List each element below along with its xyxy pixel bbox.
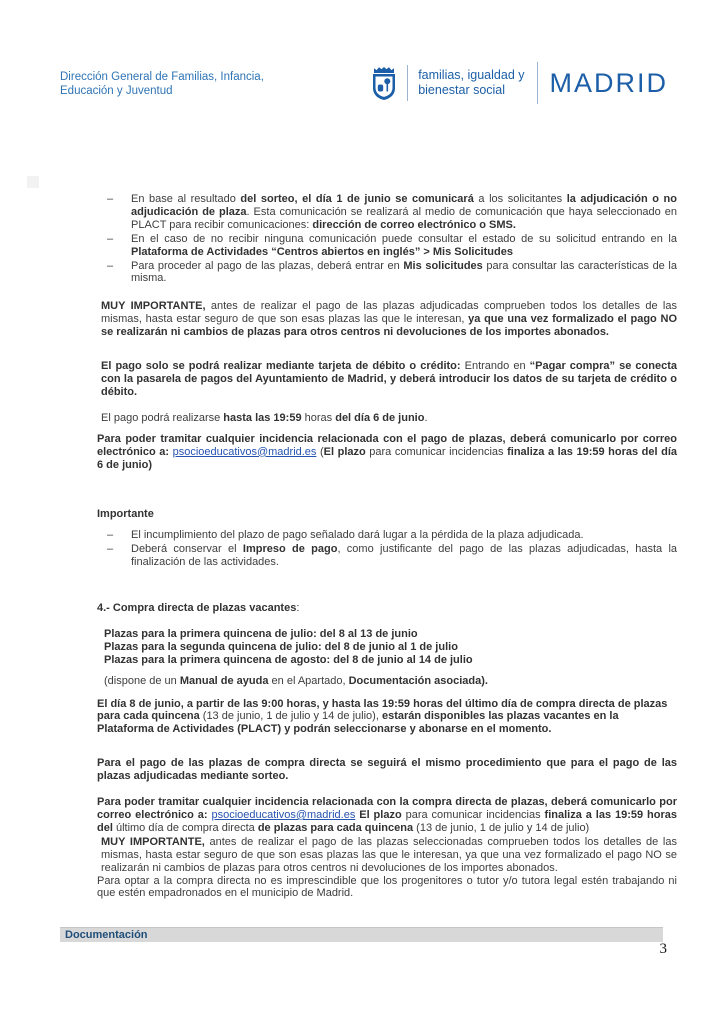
logo-divider — [407, 65, 408, 101]
logo-department — [418, 68, 524, 98]
org-line-2: Educación y Juventud — [60, 85, 173, 97]
documentacion-bar — [60, 927, 663, 942]
bullet-text: En el caso de no recibir ninguna comunicación puede consultar el estado de su solicitud entrando en la Plataforma de Actividades “Centros abiertos en inglés” > Mis Solicitudes — [131, 232, 677, 258]
org-name — [60, 70, 264, 98]
muy-importante-sorteo: MUY IMPORTANTE, antes de realizar el pago de las plazas adjudicadas comprueben todos los detalles de las mismas, hasta estar seguro de que son esas plazas las que le interesan, ya que una vez formalizado el pago NO se realizarán ni cambios de plazas para otros centros ni devoluciones de los importes abonados. — [101, 300, 678, 339]
bullet-item — [97, 529, 677, 542]
pago-compra-directa: Para el pago de las plazas de compra directa se seguirá el mismo procedimiento que para el pago de las plazas adjudicadas mediante sorteo. — [97, 757, 677, 783]
text-line: Plazas para la segunda quincena de julio: del 8 de junio al 1 de julio — [104, 640, 458, 653]
bullet-dash-icon: – — [107, 529, 114, 542]
section-4-heading: 4.- Compra directa de plazas vacantes: — [97, 602, 300, 615]
incidencias-pago: Para poder tramitar cualquier incidencia relacionada con el pago de plazas, deberá comunicarlo por correo electrónico a: psocioeducativos@madrid.es (El plazo para comunicar incidencias finaliza a las 19:59 horas del día 6 de junio) — [97, 432, 677, 471]
madrid-shield-icon — [371, 64, 397, 102]
email-link[interactable]: psocioeducativos@madrid.es — [172, 445, 317, 458]
bullet-item — [97, 260, 677, 286]
bullet-text: Deberá conservar el Impreso de pago, como justificante del pago de las plazas adjudicadas, hasta la finalización de las actividades. — [131, 543, 678, 569]
para-optar: Para optar a la compra directa no es imprescindible que los progenitores o tutor y/o tutora legal estén trabajando ni que estén empadronados en el municipio de Madrid. — [97, 874, 677, 900]
logo-department-line-1: familias, igualdad y — [418, 68, 525, 82]
manual-ayuda: (dispone de un Manual de ayuda en el Apartado, Documentación asociada). — [104, 674, 488, 687]
muy-importante-compra-directa: MUY IMPORTANTE, antes de realizar el pago de las plazas seleccionadas comprueben todos los detalles de las mismas, hasta estar seguro de que son esas plazas las que le interesan, ya que una vez formalizado el pago NO se realizarán ni cambios de plazas para otros centros ni devoluciones de los importes abonados. — [101, 835, 677, 874]
bullet-text: El incumplimiento del plazo de pago señalado dará lugar a la pérdida de la plaza adjudicada. — [131, 529, 584, 542]
org-line-1: Dirección General de Familias, Infancia, — [60, 71, 264, 83]
bullet-text: Para proceder al pago de las plazas, deberá entrar en Mis solicitudes para consultar las características de la misma. — [131, 259, 677, 285]
bullet-item — [97, 543, 677, 569]
logo-department-line-2: bienestar social — [418, 83, 506, 97]
bullet-dash-icon: – — [107, 193, 114, 205]
bullet-text: En base al resultado del sorteo, el día 1 de junio se comunicará a los solicitantes la adjudicación o no adjudicación de plaza. Esta comunicación se realizará al medio de comunicación que haya seleccionado en PLACT para recibir comunicaciones: dirección de correo electrónico o SMS. — [131, 193, 677, 231]
plazos-compra-directa — [97, 628, 677, 667]
pago-tarjeta: El pago solo se podrá realizar mediante tarjeta de débito o crédito: Entrando en “Pagar compra” se conecta con la pasarela de pagos del Ayuntamiento de Madrid, y deberá introducir los datos de su tarjeta de crédito o débito. — [101, 360, 677, 398]
pago-plazo: El pago podrá realizarse hasta las 19:59 horas del día 6 de junio. — [101, 411, 428, 424]
dia-8-junio: El día 8 de junio, a partir de las 9:00 horas, y hasta las 19:59 horas del último día de compra directa de plazas para cada quincena (13 de junio, 1 de julio y 14 de julio), estarán disponibles las plazas vacantes en la Plataforma de Actividades (PLACT) y podrán seleccionarse y abonarse en el momento. — [97, 697, 668, 736]
page-header — [60, 70, 668, 104]
tree-glyph — [384, 78, 390, 84]
scan-artifact-square — [27, 176, 39, 188]
documentacion-label: Documentación — [65, 929, 148, 941]
bear-glyph — [378, 85, 383, 92]
importante-heading: Importante — [97, 508, 154, 521]
bullet-dash-icon: – — [107, 543, 114, 556]
text-line: Plazas para la primera quincena de agosto: del 8 de junio al 14 de julio — [104, 653, 473, 666]
text-line: Plazas para la primera quincena de julio: del 8 al 13 de junio — [104, 627, 418, 640]
document-body — [97, 193, 677, 900]
page-number: 3 — [659, 941, 667, 957]
bullet-dash-icon: – — [107, 232, 114, 245]
madrid-logo — [371, 62, 668, 104]
bullet-item — [97, 233, 677, 259]
madrid-wordmark: MADRID — [549, 68, 668, 98]
bullet-item — [97, 193, 677, 232]
importante-bullet-list — [97, 529, 677, 569]
bullet-dash-icon: – — [107, 259, 114, 272]
incidencias-compra-directa: Para poder tramitar cualquier incidencia relacionada con la compra directa de plazas, deberá comunicarlo por correo electrónico a: psocioeducativos@madrid.es El plazo para comunicar incidencias finaliza a las 19:59 horas del último día de compra directa de plazas para cada quincena (13 de junio, 1 de julio y 14 de julio) — [97, 796, 678, 834]
email-link[interactable]: psocioeducativos@madrid.es — [211, 809, 356, 821]
intro-bullet-list — [97, 193, 677, 285]
logo-divider — [537, 62, 538, 104]
